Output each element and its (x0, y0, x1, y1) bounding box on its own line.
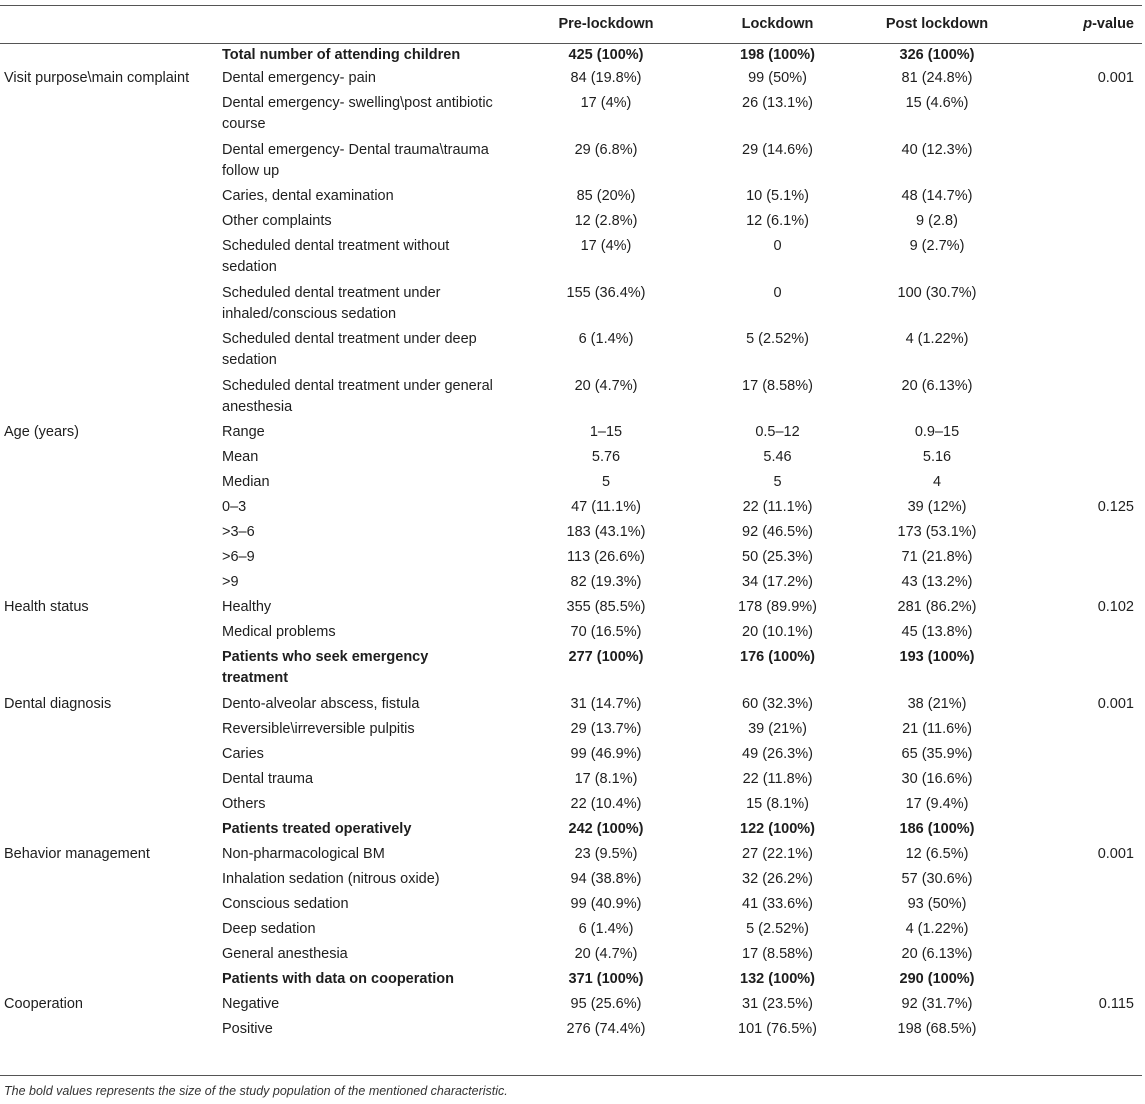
row-item-label: Scheduled dental treatment under inhaled/conscious sedation (222, 285, 441, 322)
table-row (0, 744, 1142, 769)
row-item-label: Dento-alveolar abscess, fistula (222, 696, 420, 712)
table-row (0, 472, 1142, 497)
row-item-label: Range (222, 424, 265, 440)
results-table (0, 6, 1142, 1044)
cell-p-value (1036, 329, 1142, 376)
row-category (0, 647, 218, 694)
row-category (0, 719, 218, 744)
cell-post-lockdown: 57 (30.6%) (901, 871, 973, 887)
cell-p-value (1036, 447, 1142, 472)
row-category (0, 572, 218, 597)
table-row (0, 93, 1142, 140)
table-row (0, 211, 1142, 236)
table-row (0, 647, 1142, 694)
header-p-suffix: -value (1092, 16, 1134, 32)
table-row (0, 447, 1142, 472)
cell-post-lockdown: 100 (30.7%) (897, 285, 977, 301)
row-item-label: Caries, dental examination (222, 188, 394, 204)
row-item-label: Dental emergency- swelling\post antibiotic course (222, 95, 493, 132)
cell-p-value: 0.001 (1097, 70, 1134, 86)
row-item-label: Dental emergency- pain (222, 70, 376, 86)
cell-pre-lockdown: 17 (4%) (580, 95, 632, 111)
cell-p-value: 0.102 (1097, 599, 1134, 615)
cell-post-lockdown: 48 (14.7%) (901, 188, 973, 204)
cell-post-lockdown: 4 (1.22%) (905, 331, 969, 347)
row-category: Dental diagnosis (4, 696, 112, 712)
cell-pre-lockdown: 94 (38.8%) (570, 871, 642, 887)
row-item-label: Patients who seek emergency treatment (222, 649, 429, 686)
cell-p-value (1036, 43, 1142, 68)
cell-lockdown: 5 (773, 474, 782, 490)
cell-pre-lockdown: 22 (10.4%) (570, 796, 642, 812)
cell-post-lockdown: 40 (12.3%) (901, 142, 973, 158)
cell-lockdown: 198 (100%) (740, 47, 815, 63)
row-category (0, 93, 218, 140)
bottom-rule (0, 1075, 1142, 1076)
cell-pre-lockdown: 82 (19.3%) (570, 574, 642, 590)
cell-lockdown: 22 (11.8%) (742, 771, 813, 787)
cell-lockdown: 92 (46.5%) (742, 524, 813, 540)
header-row (0, 6, 1142, 43)
row-category (0, 497, 218, 522)
cell-lockdown: 5 (2.52%) (746, 331, 809, 347)
cell-lockdown: 5 (2.52%) (746, 921, 809, 937)
cell-post-lockdown: 198 (68.5%) (897, 1021, 977, 1037)
row-item-label: Negative (222, 996, 280, 1012)
row-item-label: >3–6 (222, 524, 255, 540)
row-category (0, 869, 218, 894)
cell-p-value (1036, 869, 1142, 894)
row-category (0, 522, 218, 547)
cell-p-value: 0.001 (1097, 696, 1134, 712)
cell-post-lockdown: 21 (11.6%) (902, 721, 972, 737)
cell-post-lockdown: 81 (24.8%) (901, 70, 973, 86)
row-item-label: Inhalation sedation (nitrous oxide) (222, 871, 440, 887)
cell-pre-lockdown: 425 (100%) (568, 47, 644, 63)
table-row (0, 283, 1142, 329)
cell-pre-lockdown: 242 (100%) (568, 821, 644, 837)
cell-pre-lockdown: 183 (43.1%) (566, 524, 646, 540)
row-category: Cooperation (4, 996, 83, 1012)
cell-post-lockdown: 326 (100%) (899, 47, 975, 63)
cell-p-value (1036, 769, 1142, 794)
table-footnote: The bold values represents the size of the study population of the mentioned characteristic. (4, 1084, 508, 1098)
cell-p-value (1036, 186, 1142, 211)
table-row (0, 769, 1142, 794)
row-item-label: Dental emergency- Dental trauma\trauma follow up (222, 142, 489, 179)
header-p-value (1036, 6, 1142, 43)
row-category (0, 283, 218, 329)
table-body (0, 43, 1142, 1044)
cell-p-value (1036, 522, 1142, 547)
table-row (0, 694, 1142, 719)
cell-post-lockdown: 9 (2.7%) (909, 238, 965, 254)
cell-p-value (1036, 283, 1142, 329)
cell-post-lockdown: 43 (13.2%) (901, 574, 973, 590)
row-item-label: Scheduled dental treatment under deep sedation (222, 331, 477, 368)
row-item-label: General anesthesia (222, 946, 348, 962)
table-row (0, 819, 1142, 844)
table-row (0, 994, 1142, 1019)
row-item-label: Total number of attending children (222, 47, 461, 63)
cell-lockdown: 101 (76.5%) (738, 1021, 817, 1037)
cell-pre-lockdown: 31 (14.7%) (570, 696, 642, 712)
table-row (0, 1019, 1142, 1044)
row-item-label: 0–3 (222, 499, 247, 515)
cell-pre-lockdown: 47 (11.1%) (571, 499, 641, 515)
table-row (0, 236, 1142, 283)
cell-lockdown: 39 (21%) (748, 721, 807, 737)
table-row (0, 68, 1142, 93)
row-item-label: Patients treated operatively (222, 821, 412, 837)
cell-post-lockdown: 93 (50%) (907, 896, 967, 912)
cell-p-value: 0.001 (1097, 846, 1134, 862)
cell-pre-lockdown: 371 (100%) (568, 971, 644, 987)
cell-pre-lockdown: 355 (85.5%) (566, 599, 646, 615)
cell-post-lockdown: 39 (12%) (907, 499, 967, 515)
cell-post-lockdown: 45 (13.8%) (901, 624, 973, 640)
cell-post-lockdown: 290 (100%) (899, 971, 975, 987)
table-row (0, 186, 1142, 211)
table-row (0, 572, 1142, 597)
cell-post-lockdown: 12 (6.5%) (905, 846, 969, 862)
cell-p-value (1036, 794, 1142, 819)
table-row (0, 794, 1142, 819)
row-category (0, 472, 218, 497)
cell-pre-lockdown: 6 (1.4%) (578, 331, 634, 347)
table-row (0, 919, 1142, 944)
row-category (0, 794, 218, 819)
cell-post-lockdown: 0.9–15 (914, 424, 960, 440)
cell-p-value (1036, 547, 1142, 572)
cell-pre-lockdown: 23 (9.5%) (574, 846, 638, 862)
header-pre-lockdown: Pre-lockdown (558, 16, 654, 32)
row-category (0, 329, 218, 376)
cell-p-value (1036, 211, 1142, 236)
cell-p-value (1036, 919, 1142, 944)
row-item-label: Median (222, 474, 270, 490)
row-category (0, 447, 218, 472)
row-item-label: Non-pharmacological BM (222, 846, 385, 862)
row-category: Behavior management (4, 846, 150, 862)
cell-lockdown: 0.5–12 (755, 424, 800, 440)
cell-lockdown: 10 (5.1%) (746, 188, 809, 204)
cell-p-value (1036, 422, 1142, 447)
cell-post-lockdown: 15 (4.6%) (905, 95, 969, 111)
cell-pre-lockdown: 29 (13.7%) (570, 721, 642, 737)
cell-p-value (1036, 1019, 1142, 1044)
header-lockdown: Lockdown (741, 16, 814, 32)
cell-p-value (1036, 622, 1142, 647)
row-category (0, 211, 218, 236)
cell-lockdown: 5.46 (763, 449, 792, 465)
row-item-label: Conscious sedation (222, 896, 349, 912)
cell-lockdown: 60 (32.3%) (742, 696, 813, 712)
cell-lockdown: 31 (23.5%) (742, 996, 813, 1012)
table-row (0, 422, 1142, 447)
row-category (0, 236, 218, 283)
cell-post-lockdown: 281 (86.2%) (897, 599, 977, 615)
cell-pre-lockdown: 29 (6.8%) (574, 142, 638, 158)
cell-post-lockdown: 92 (31.7%) (901, 996, 973, 1012)
cell-pre-lockdown: 20 (4.7%) (574, 378, 638, 394)
cell-p-value (1036, 236, 1142, 283)
cell-pre-lockdown: 20 (4.7%) (574, 946, 638, 962)
cell-post-lockdown: 65 (35.9%) (901, 746, 973, 762)
cell-post-lockdown: 193 (100%) (899, 649, 975, 665)
row-category (0, 1019, 218, 1044)
row-category: Visit purpose\main complaint (4, 70, 190, 86)
row-category (0, 969, 218, 994)
row-item-label: Reversible\irreversible pulpitis (222, 721, 415, 737)
header-category (0, 6, 218, 43)
cell-p-value (1036, 93, 1142, 140)
cell-p-value (1036, 744, 1142, 769)
cell-pre-lockdown: 5 (601, 474, 611, 490)
row-category: Age (years) (4, 424, 79, 440)
row-item-label: >9 (222, 574, 239, 590)
row-category (0, 186, 218, 211)
cell-lockdown: 50 (25.3%) (742, 549, 813, 565)
table-row (0, 140, 1142, 186)
cell-p-value (1036, 719, 1142, 744)
cell-post-lockdown: 17 (9.4%) (905, 796, 969, 812)
table-row (0, 719, 1142, 744)
cell-post-lockdown: 20 (6.13%) (901, 946, 973, 962)
cell-lockdown: 0 (773, 238, 782, 254)
cell-p-value (1036, 140, 1142, 186)
row-item-label: Patients with data on cooperation (222, 971, 455, 987)
table-row (0, 497, 1142, 522)
cell-pre-lockdown: 95 (25.6%) (570, 996, 642, 1012)
cell-lockdown: 12 (6.1%) (746, 213, 809, 229)
row-category (0, 919, 218, 944)
cell-post-lockdown: 71 (21.8%) (901, 549, 973, 565)
cell-pre-lockdown: 99 (46.9%) (570, 746, 642, 762)
header-item (218, 6, 495, 43)
cell-p-value: 0.115 (1098, 996, 1134, 1012)
cell-lockdown: 27 (22.1%) (742, 846, 813, 862)
row-item-label: Scheduled dental treatment without sedation (222, 238, 450, 275)
cell-pre-lockdown: 17 (4%) (580, 238, 632, 254)
table-row (0, 43, 1142, 68)
row-item-label: Other complaints (222, 213, 332, 229)
table-row (0, 844, 1142, 869)
cell-lockdown: 20 (10.1%) (742, 624, 813, 640)
cell-pre-lockdown: 12 (2.8%) (574, 213, 638, 229)
cell-p-value: 0.125 (1097, 499, 1134, 515)
cell-lockdown: 99 (50%) (748, 70, 807, 86)
cell-post-lockdown: 4 (1.22%) (905, 921, 969, 937)
row-item-label: Caries (222, 746, 264, 762)
cell-post-lockdown: 30 (16.6%) (901, 771, 973, 787)
cell-post-lockdown: 38 (21%) (907, 696, 967, 712)
cell-p-value (1036, 944, 1142, 969)
cell-lockdown: 41 (33.6%) (742, 896, 813, 912)
table-row (0, 894, 1142, 919)
header-p-italic: p (1083, 16, 1093, 32)
row-category (0, 944, 218, 969)
cell-post-lockdown: 5.16 (922, 449, 952, 465)
row-item-label: Healthy (222, 599, 272, 615)
cell-p-value (1036, 647, 1142, 694)
table-row (0, 376, 1142, 422)
cell-lockdown: 17 (8.58%) (742, 946, 813, 962)
cell-pre-lockdown: 155 (36.4%) (566, 285, 646, 301)
row-item-label: Mean (222, 449, 259, 465)
cell-p-value (1036, 572, 1142, 597)
cell-lockdown: 49 (26.3%) (742, 746, 813, 762)
row-category (0, 894, 218, 919)
cell-post-lockdown: 186 (100%) (899, 821, 975, 837)
row-item-label: Deep sedation (222, 921, 316, 937)
cell-p-value (1036, 969, 1142, 994)
table-row (0, 597, 1142, 622)
cell-lockdown: 178 (89.9%) (738, 599, 817, 615)
row-category (0, 547, 218, 572)
row-item-label: Medical problems (222, 624, 336, 640)
row-item-label: >6–9 (222, 549, 255, 565)
cell-pre-lockdown: 276 (74.4%) (566, 1021, 646, 1037)
cell-pre-lockdown: 70 (16.5%) (570, 624, 642, 640)
cell-p-value (1036, 376, 1142, 422)
cell-post-lockdown: 9 (2.8) (916, 213, 958, 229)
row-item-label: Positive (222, 1021, 273, 1037)
table-row (0, 969, 1142, 994)
row-item-label: Scheduled dental treatment under general anesthesia (222, 378, 493, 415)
cell-lockdown: 29 (14.6%) (742, 142, 813, 158)
row-category (0, 769, 218, 794)
cell-pre-lockdown: 113 (26.6%) (567, 549, 645, 565)
cell-pre-lockdown: 5.76 (591, 449, 621, 465)
cell-lockdown: 26 (13.1%) (742, 95, 813, 111)
cell-lockdown: 0 (773, 285, 782, 301)
cell-lockdown: 176 (100%) (740, 649, 815, 665)
row-category (0, 622, 218, 647)
row-category (0, 744, 218, 769)
table-row (0, 869, 1142, 894)
table-row (0, 944, 1142, 969)
cell-p-value (1036, 894, 1142, 919)
cell-p-value (1036, 472, 1142, 497)
cell-post-lockdown: 20 (6.13%) (901, 378, 973, 394)
cell-lockdown: 17 (8.58%) (742, 378, 813, 394)
cell-pre-lockdown: 17 (8.1%) (574, 771, 638, 787)
cell-lockdown: 122 (100%) (740, 821, 815, 837)
row-item-label: Others (222, 796, 266, 812)
cell-pre-lockdown: 277 (100%) (568, 649, 644, 665)
row-category: Health status (4, 599, 89, 615)
table-row (0, 329, 1142, 376)
cell-lockdown: 15 (8.1%) (746, 796, 809, 812)
cell-pre-lockdown: 1–15 (589, 424, 623, 440)
cell-pre-lockdown: 84 (19.8%) (570, 70, 642, 86)
cell-pre-lockdown: 85 (20%) (576, 188, 636, 204)
cell-p-value (1036, 819, 1142, 844)
cell-pre-lockdown: 99 (40.9%) (570, 896, 642, 912)
cell-post-lockdown: 173 (53.1%) (897, 524, 977, 540)
row-item-label: Dental trauma (222, 771, 314, 787)
cell-lockdown: 34 (17.2%) (742, 574, 813, 590)
row-category (0, 819, 218, 844)
cell-lockdown: 22 (11.1%) (742, 499, 813, 515)
row-category (0, 43, 218, 68)
header-post-lockdown: Post lockdown (885, 16, 989, 32)
table-row (0, 522, 1142, 547)
cell-post-lockdown: 4 (932, 474, 942, 490)
cell-lockdown: 132 (100%) (740, 971, 815, 987)
row-category (0, 140, 218, 186)
table-row (0, 622, 1142, 647)
cell-pre-lockdown: 6 (1.4%) (578, 921, 634, 937)
row-category (0, 376, 218, 422)
cell-lockdown: 32 (26.2%) (742, 871, 813, 887)
table-row (0, 547, 1142, 572)
